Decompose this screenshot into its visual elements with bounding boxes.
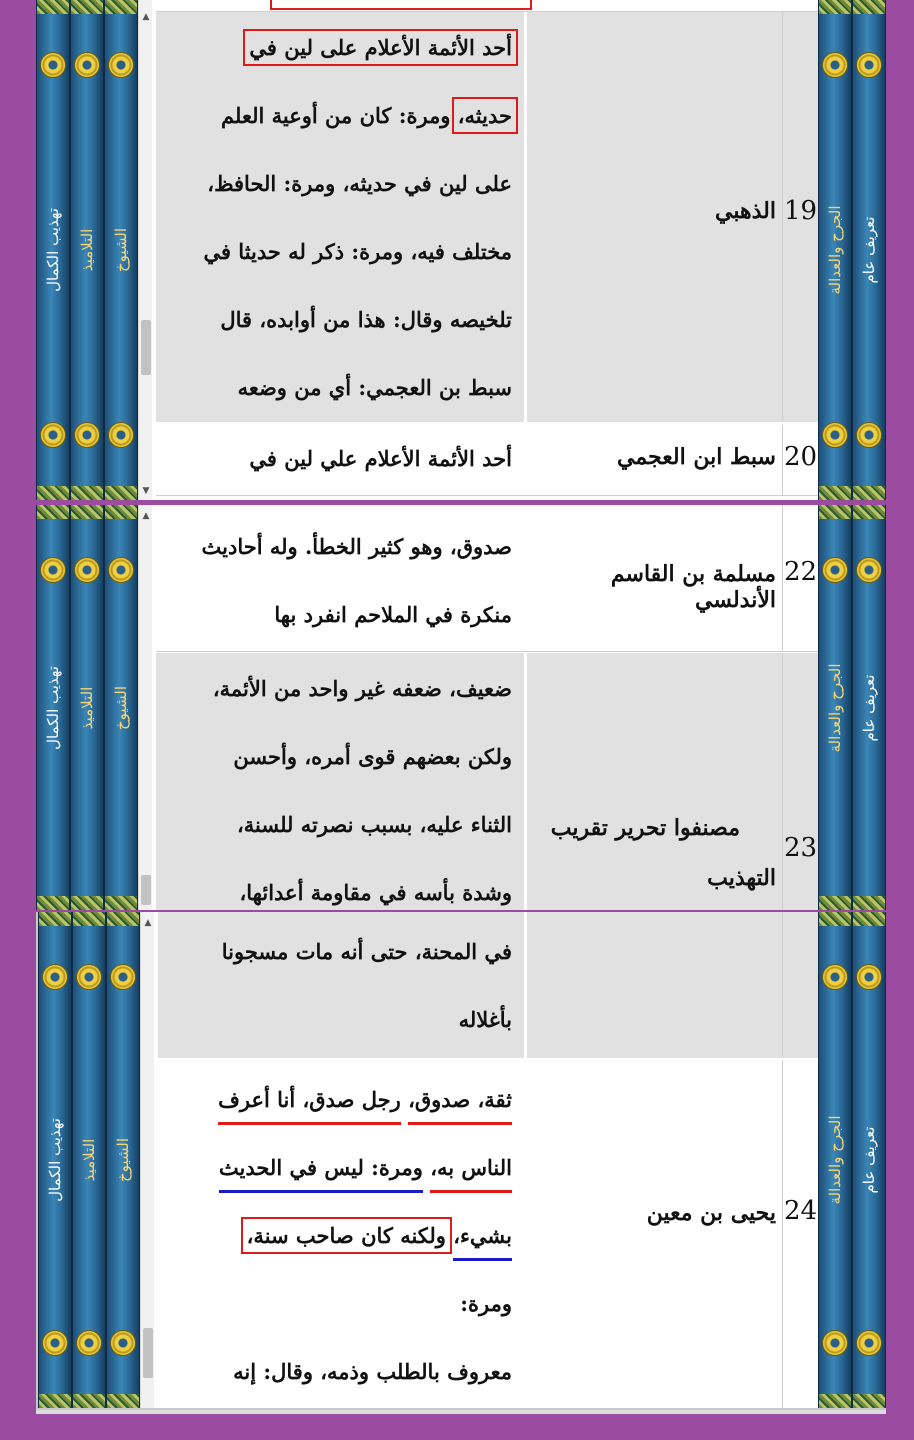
medal-icon [110,1330,136,1356]
medal-icon [74,557,100,583]
left-spines [36,0,138,500]
medal-icon [822,557,848,583]
right-spines [818,0,886,500]
medal-icon [40,422,66,448]
underline-blue: ومرة: ليس في الحديث [219,1155,423,1193]
scrollbar[interactable] [138,0,152,500]
highlight-box: ولكنه كان صاحب سنة، [246,1223,446,1248]
scrollbar[interactable] [140,912,154,1408]
spine-tarif[interactable]: تعريف عام [852,912,886,1408]
medal-icon [856,964,882,990]
underline-blue: بشيء، [453,1223,512,1261]
row-number: 24 [782,1060,818,1410]
spine-talamidh[interactable]: التلاميذ [72,912,106,1408]
scroll-thumb[interactable] [143,1328,153,1378]
medal-icon [40,557,66,583]
medal-icon [40,52,66,78]
table-row [156,425,818,495]
panel-middle [36,505,886,910]
spine-shuyukh[interactable]: الشيوخ [106,912,140,1408]
table-row [156,12,818,422]
spine-tahdhib[interactable]: تهذيب الكمال [36,0,70,500]
medal-icon [74,422,100,448]
medal-icon [76,964,102,990]
left-spines [38,912,140,1408]
spine-jarh[interactable]: الجرح والعدالة [818,0,852,500]
medal-icon [108,422,134,448]
medal-icon [822,422,848,448]
scroll-up-icon[interactable]: ▲ [142,12,150,22]
spine-tahdhib[interactable]: تهذيب الكمال [36,505,70,910]
medal-icon [856,557,882,583]
verdict-text: صدوق، وهو كثير الخطأ. وله أحاديث منكرة في الملاحم انفرد بها [201,534,512,627]
spine-talamidh[interactable]: التلاميذ [70,505,104,910]
spine-tarif[interactable]: تعريف عام [852,0,886,500]
medal-icon [108,557,134,583]
table-row [158,1060,818,1410]
medal-icon [822,1330,848,1356]
underline-red: رجل صدق، أنا أعرف [218,1087,401,1125]
critic-name: سبط ابن العجمي [524,425,782,495]
highlight-box: أحد الأئمة الأعلام على لين في حديثه، [249,35,512,128]
bottom-edge [36,1410,886,1414]
spine-shuyukh[interactable]: الشيوخ [104,505,138,910]
scroll-down-icon[interactable]: ▼ [142,486,150,496]
row-number: 20 [782,425,818,495]
scrollbar[interactable] [138,505,152,910]
scroll-thumb[interactable] [141,320,151,375]
right-spines [818,505,886,910]
data-table [156,0,818,500]
medal-icon [76,1330,102,1356]
critic-name: يحيى بن معين [524,1060,782,1410]
medal-icon [108,52,134,78]
panel-top [36,0,886,500]
table-row-continued [158,912,818,1058]
row-number: 19 [782,12,818,422]
underline-red: الناس به، [430,1155,512,1193]
panel-bottom [36,912,886,1410]
medal-icon [74,52,100,78]
verdict-text: ضعيف، ضعفه غير واحد من الأئمة، ولكن بعضهم قوى أمره، وأحسن الثناء عليه، بسبب نصرته للسنة، وشدة بأسه في مقاومة أعدائها، [212,676,512,905]
spine-tarif[interactable]: تعريف عام [852,505,886,910]
data-table [158,912,818,1408]
spine-shuyukh[interactable]: الشيوخ [104,0,138,500]
critic-name: مسلمة بن القاسم الأندلسي [524,505,782,651]
table-row [156,653,818,910]
verdict-text: أحد الأئمة الأعلام علي لين في [249,446,512,471]
verdict-text: ثقة، صدوق، رجل صدق، أنا أعرف الناس به، ومرة: ليس في الحديث بشيء، ولكنه كان صاحب سنة، ومرة: معروف بالطلب وذمه، وقال: إنه [218,1087,512,1384]
row-number: 22 [782,505,818,651]
row-number: 23 [782,653,818,910]
medal-icon [822,52,848,78]
verdict-text: في المحنة، حتى أنه مات مسجونا بأغلاله [221,939,512,1032]
spine-jarh[interactable]: الجرح والعدالة [818,912,852,1408]
critic-name: مصنفوا تحرير تقريب التهذيب [524,653,782,910]
critic-name: الذهبي [524,12,782,422]
table-row [156,505,818,651]
medal-icon [856,52,882,78]
medal-icon [856,422,882,448]
spine-talamidh[interactable]: التلاميذ [70,0,104,500]
data-table [156,505,818,910]
medal-icon [42,1330,68,1356]
scroll-up-icon[interactable]: ▲ [144,918,152,928]
medal-icon [856,1330,882,1356]
left-spines [36,505,138,910]
right-spines [818,912,886,1408]
underline-red: ثقة، صدوق، [408,1087,512,1125]
spine-jarh[interactable]: الجرح والعدالة [818,505,852,910]
verdict-text: أحد الأئمة الأعلام على لين في حديثه، ومرة: كان من أوعية العلم على لين في حديثه، ومرة: الحافظ، مختلف فيه، ومرة: ذكر له حديثا في تلخيصه وقال: هذا من أوابده، قال سبط بن العجمي: أي من وضعه [203,35,512,400]
medal-icon [42,964,68,990]
medal-icon [110,964,136,990]
medal-icon [822,964,848,990]
scroll-thumb[interactable] [141,875,151,905]
scroll-up-icon[interactable]: ▲ [142,511,150,521]
spine-tahdhib[interactable]: تهذيب الكمال [38,912,72,1408]
